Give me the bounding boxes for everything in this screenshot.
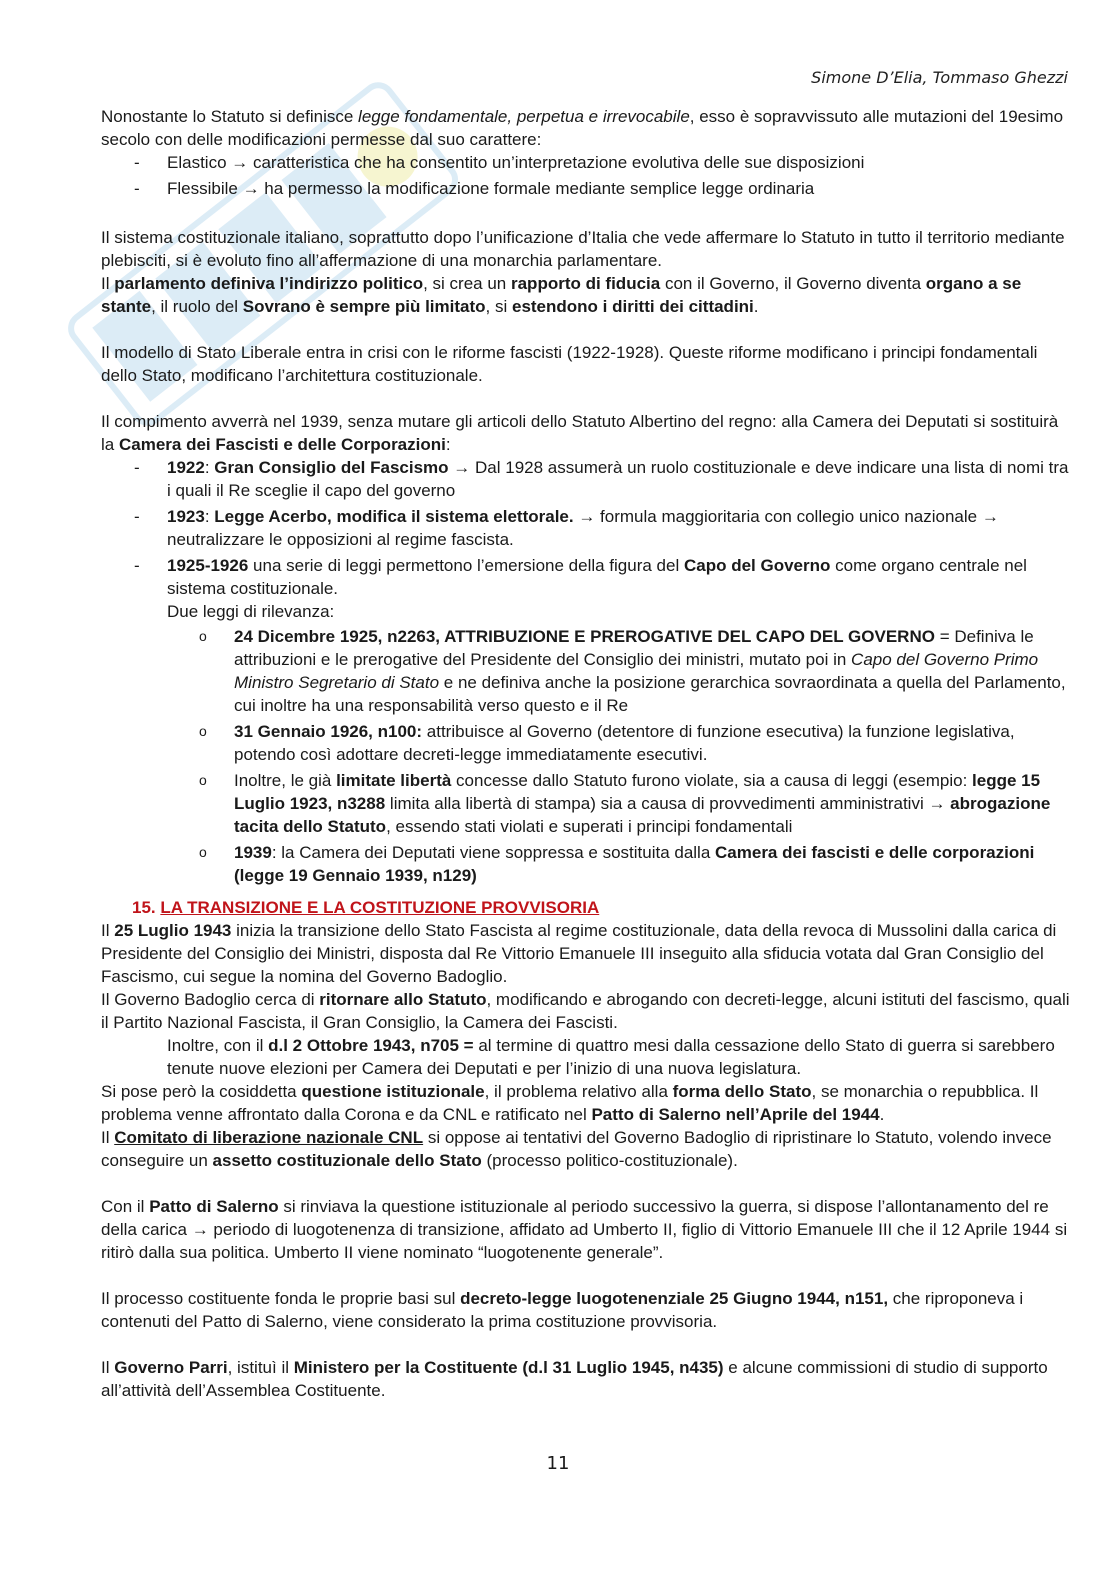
list-item: o Inoltre, le già limitate libertà concesse dallo Statuto furono violate, sia a causa di leggi (esempio: legge 15 Luglio 1923, n3288 limita alla libertà di stampa) sia a causa di provvedimenti amministrativi → abrogazione tacita dello Statuto, essendo stati violati e superati i principi fondamentali (199, 771, 1051, 836)
paragraph-processo-costituente: Il processo costituente fonda le proprie basi sul decreto-legge luogotenenziale 25 Giugno 1944, n151, che riproponeva i contenuti del Patto di Salerno, viene considerato la prima costituzione provvisoria. (101, 1289, 1024, 1331)
paragraph-questione-istituzionale: Si pose però la cosiddetta questione istituzionale, il problema relativo alla forma dello Stato, se monarchia o repubblica. Il problema venne affrontato dalla Corona e da CNL e ratificato nel Patto di Salerno nell’Aprile del 1944. (101, 1082, 1039, 1124)
paragraph-decreto-705: Inoltre, con il d.l 2 Ottobre 1943, n705 = al termine di quattro mesi dalla cessazione dello Stato di guerra si sarebbero tenute nuove elezioni per Camera dei Deputati e per l’inizio di una nuova legislatura. (167, 1036, 1055, 1078)
page-number: 11 (546, 1453, 570, 1474)
paragraph-cnl: Il Comitato di liberazione nazionale CNL si oppose ai tentativi del Governo Badoglio di ripristinare lo Statuto, volendo invece conseguire un assetto costituzionale dello Stato (processo politico-costituzionale). (101, 1128, 1052, 1170)
list-item: - 1923: Legge Acerbo, modifica il sistema elettorale. → formula maggioritaria con collegio unico nazionale → neutralizzare le opposizioni al regime fascista. (134, 507, 999, 549)
list-item: - 1922: Gran Consiglio del Fascismo → Dal 1928 assumerà un ruolo costituzionale e deve indicare una lista di nomi tra i quali il Re sceglie il capo del governo (134, 458, 1069, 500)
paragraph-governo-parri: Il Governo Parri, istituì il Ministero per la Costituente (d.l 31 Luglio 1945, n435) e alcune commissioni di studio di supporto all’attività dell’Assemblea Costituente. (101, 1358, 1048, 1400)
paragraph-patto-salerno: Con il Patto di Salerno si rinviava la questione istituzionale al periodo successivo la guerra, si dispose l’allontanamento del re della carica → periodo di luogotenenza di transizione, affidato ad Umberto II, figlio di Vittorio Emanuele III che il 12 Aprile 1944 si ritirò dalla sua politica. Umberto II viene nominato “luogotenente generale”. (101, 1197, 1068, 1262)
list-item: o 31 Gennaio 1926, n100: attribuisce al Governo (detentore di funzione esecutiva) la funzione legislativa, potendo così adottare decreti-legge immediatamente esecutivi. (199, 722, 1015, 764)
paragraph-compimento: Il compimento avverrà nel 1939, senza mutare gli articoli dello Statuto Albertino del regno: alla Camera dei Deputati si sostituirà la Camera dei Fascisti e delle Corporazioni: (101, 412, 1059, 454)
list-item: - Elastico → caratteristica che ha consentito un’interpretazione evolutiva delle sue disposizioni (134, 153, 865, 172)
paragraph-badoglio: Il Governo Badoglio cerca di ritornare allo Statuto, modificando e abrogando con decreti-legge, alcuni istituti del fascismo, quali il Partito Nazional Fascista, il Gran Consiglio, la Camera dei Fascisti. (101, 990, 1070, 1032)
paragraph-parlamento: Il parlamento definiva l’indirizzo politico, si crea un rapporto di fiducia con il Governo, il Governo diventa organo a se stante, il ruolo del Sovrano è sempre più limitato, si estendono i diritti dei cittadini. (101, 274, 1022, 316)
list-riforme-fasciste (101, 456, 1076, 887)
list-item: o 1939: la Camera dei Deputati viene soppressa e sostituita dalla Camera dei fascisti e delle corporazioni (legge 19 Gennaio 1939, n129) (199, 843, 1035, 885)
section-heading-15: 15. LA TRANSIZIONE E LA COSTITUZIONE PROVVISORIA (132, 898, 600, 917)
paragraph-sistema-costituzionale: Il sistema costituzionale italiano, soprattutto dopo l’unificazione d’Italia che vede affermare lo Statuto in tutto il territorio mediante plebisciti, si è evoluto fino all’affermazione di una monarchia parlamentare. (101, 228, 1065, 270)
page-header-authors: Simone D’Elia, Tommaso Ghezzi (811, 68, 1068, 87)
paragraph-25-luglio: Il 25 Luglio 1943 inizia la transizione dello Stato Fascista al regime costituzionale, data della revoca di Mussolini dalla carica di Presidente del Consiglio dei Ministri, disposta dal Re Vittorio Emanuele III inseguito alla sfiducia votata dal Gran Consiglio del Fascismo, cui segue la nomina del Governo Badoglio. (101, 921, 1057, 986)
paragraph-stato-liberale: Il modello di Stato Liberale entra in crisi con le riforme fascisti (1922-1928). Queste riforme modificano i principi fondamentali dello Stato, modificano l’architettura costituzionale. (101, 343, 1038, 385)
list-item: o 24 Dicembre 1925, n2263, ATTRIBUZIONE E PREROGATIVE DEL CAPO DEL GOVERNO = Definiva le attribuzioni e le prerogative del Presidente del Consiglio dei ministri, mutato poi in Capo del Governo Primo Ministro Segretario di Stato e ne definiva anche la posizione gerarchica sovraordinata a quella del Parlamento, cui inoltre ha una responsabilità verso questo e il Re (199, 627, 1066, 715)
list-statuto-characteristics (101, 151, 1076, 200)
sublist-leggi (167, 625, 1076, 887)
paragraph-statuto: Nonostante lo Statuto si definisce legge fondamentale, perpetua e irrevocabile, esso è sopravvissuto alle mutazioni del 19esimo secolo con delle modificazioni permesse dal suo carattere: (101, 107, 1064, 149)
list-item: - 1925-1926 una serie di leggi permettono l’emersione della figura del Capo del Governo come organo centrale nel sistema costituzionale. Due leggi di rilevanza: o 24 Dicembre 1925, n2263, ATTRIBUZIONE E PREROGATIVE DEL CAPO DEL GOVERNO = Definiva le attribuzioni e le prerogative del Presidente del Consiglio dei ministri, mutato poi in Capo del Governo Primo Ministro Segretario di Stato e ne definiva anche la posizione gerarchica sovraordinata a quella del Parlamento, cui inoltre ha una responsabilità verso questo e il Re o 31 Gennaio 1926, n100: attribuisce al Governo (detentore di funzione esecutiva) la funzione legislativa, potendo così adottare decreti-legge immediatamente esecutivi. o Inoltre, le già limitate libertà concesse dallo Statuto furono violate, sia a causa di leggi (esempio: legge 15 Luglio 1923, n3288 limita alla libertà di stampa) sia a causa di provvedimenti amministrativi → abrogazione tacita dello Statuto, essendo stati violati e superati i principi fondamentali o 1939: la Camera dei Deputati viene soppressa e sostituita dalla Camera dei fascisti e delle corporazioni (legge 19 Gennaio 1939, n129) (101, 554, 1076, 887)
list-item: - Flessibile → ha permesso la modificazione formale mediante semplice legge ordinaria (134, 179, 815, 198)
page-body (101, 105, 1076, 1402)
